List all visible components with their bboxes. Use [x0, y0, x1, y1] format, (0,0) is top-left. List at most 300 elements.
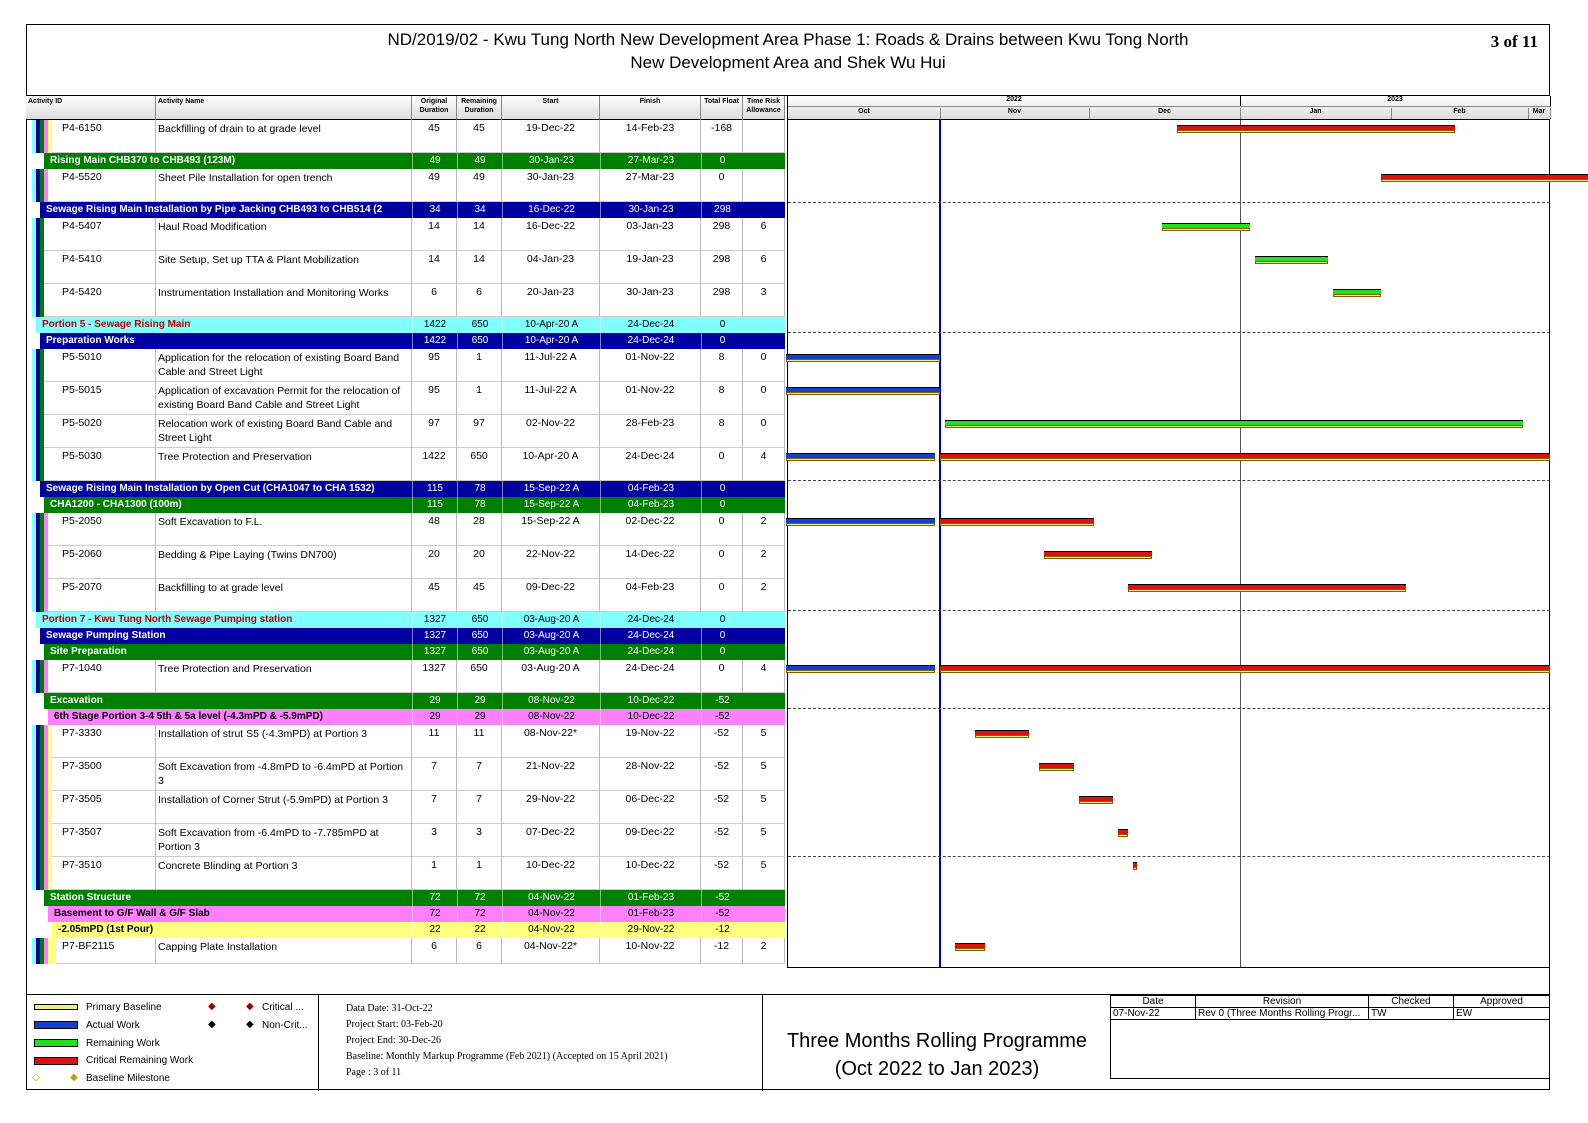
cell-od: 3: [412, 824, 457, 857]
cell-start: 03-Aug-20 A: [502, 660, 600, 693]
cell-tra: 0: [743, 382, 785, 415]
band-tf: -52: [701, 906, 743, 922]
activity-row[interactable]: [26, 725, 785, 758]
cell-tf: 0: [701, 448, 743, 481]
cell-name: Instrumentation Installation and Monitoring Works: [156, 284, 412, 317]
band-tf: 0: [701, 153, 743, 169]
band-title: Station Structure: [50, 892, 132, 903]
band-rd: 72: [457, 890, 502, 906]
cell-od: 14: [412, 251, 457, 284]
cell-name: Application of excavation Permit for the relocation of existing Board Band Cable and Street Light: [156, 382, 412, 415]
baseline-bar: [975, 735, 1030, 738]
col-total-float[interactable]: Total Float: [701, 96, 743, 120]
activity-row[interactable]: [26, 791, 785, 824]
cell-tf: 0: [701, 546, 743, 579]
cell-start: 10-Apr-20 A: [502, 448, 600, 481]
band-tf: 298: [701, 202, 743, 218]
cell-id: P5-5020: [44, 415, 156, 448]
cell-tra: 0: [743, 349, 785, 382]
month-label: Jan: [1240, 108, 1392, 119]
cell-id: P5-5015: [44, 382, 156, 415]
band-rd: 78: [457, 497, 502, 513]
activity-row[interactable]: [26, 938, 785, 964]
legend-actual-swatch: [34, 1021, 78, 1029]
band-od: 1327: [412, 644, 457, 660]
cell-start: 04-Jan-23: [502, 251, 600, 284]
baseline-bar: [1177, 130, 1455, 133]
wbs-band[interactable]: [44, 890, 785, 906]
cell-name: Relocation work of existing Board Band Cable and Street Light: [156, 415, 412, 448]
cell-id: P7-3505: [52, 791, 156, 824]
cell-od: 48: [412, 513, 457, 546]
wbs-band[interactable]: [44, 644, 785, 660]
project-start: Project Start: 03-Feb-20: [346, 1019, 443, 1030]
wbs-band[interactable]: [44, 497, 785, 513]
wbs-band[interactable]: [40, 628, 785, 644]
rev-header-approved: Approved: [1454, 996, 1550, 1008]
band-od: 72: [412, 890, 457, 906]
title-line-1: ND/2019/02 - Kwu Tung North New Development Area Phase 1: Roads & Drains between Kwu Tong North: [387, 30, 1189, 49]
year-gridline: [1240, 120, 1241, 967]
rev-header-date: Date: [1111, 996, 1196, 1008]
cell-start: 19-Dec-22: [502, 120, 600, 153]
band-rd: 650: [457, 628, 502, 644]
cell-rd: 1: [457, 349, 502, 382]
cell-tra: 2: [743, 938, 785, 964]
year-label: 2023: [1240, 96, 1551, 107]
band-finish: 24-Dec-24: [600, 644, 701, 660]
band-rd: 650: [457, 317, 502, 333]
band-rd: 29: [457, 693, 502, 709]
cell-rd: 3: [457, 824, 502, 857]
programme-line-2: (Oct 2022 to Jan 2023): [834, 1058, 1040, 1080]
cell-start: 22-Nov-22: [502, 546, 600, 579]
band-title: Sewage Rising Main Installation by Pipe Jacking CHB493 to CHB514 (2: [46, 204, 383, 215]
cell-tra: 5: [743, 791, 785, 824]
gantt-separator: [788, 480, 1550, 481]
cell-rd: 49: [457, 169, 502, 202]
cell-tra: 2: [743, 546, 785, 579]
band-finish: 04-Feb-23: [600, 497, 701, 513]
cell-rd: 11: [457, 725, 502, 758]
activity-row[interactable]: [26, 349, 785, 382]
baseline-bar: [1333, 294, 1382, 297]
cell-rd: 45: [457, 579, 502, 612]
band-tf: 0: [701, 333, 743, 349]
band-finish: 10-Dec-22: [600, 709, 701, 725]
cell-tra: 3: [743, 284, 785, 317]
cell-id: P4-5420: [44, 284, 156, 317]
legend: [26, 995, 319, 1091]
legend-remaining-swatch: [34, 1039, 78, 1047]
activity-row[interactable]: [26, 382, 785, 415]
year-label: 2022: [788, 96, 1241, 107]
cell-od: 7: [412, 791, 457, 824]
cell-start: 16-Dec-22: [502, 218, 600, 251]
band-title: Rising Main CHB370 to CHB493 (123M): [50, 155, 236, 166]
cell-rd: 1: [457, 382, 502, 415]
wbs-band[interactable]: [48, 709, 785, 725]
baseline-bar: [786, 670, 935, 673]
gantt-separator: [788, 610, 1550, 611]
cell-finish: 01-Nov-22: [600, 349, 701, 382]
activity-row[interactable]: [26, 857, 785, 890]
cell-start: 02-Nov-22: [502, 415, 600, 448]
baseline-bar: [945, 425, 1523, 428]
cell-id: P5-5010: [44, 349, 156, 382]
band-title: Site Preparation: [50, 646, 127, 657]
baseline-info: Baseline: Monthly Markup Programme (Feb 2021) (Accepted on 15 April 2021): [346, 1051, 668, 1062]
band-start: 03-Aug-20 A: [502, 628, 600, 644]
month-label: Nov: [940, 108, 1090, 119]
wbs-band[interactable]: [52, 922, 785, 938]
cell-od: 1: [412, 857, 457, 890]
band-rd: 78: [457, 481, 502, 497]
cell-od: 49: [412, 169, 457, 202]
baseline-milestone-icon: ◇: [32, 1072, 40, 1083]
band-start: 15-Sep-22 A: [502, 497, 600, 513]
activity-row[interactable]: [26, 579, 785, 612]
cell-finish: 14-Dec-22: [600, 546, 701, 579]
wbs-band[interactable]: [40, 202, 785, 218]
legend-actual: Actual Work: [86, 1020, 140, 1031]
cell-finish: 19-Jan-23: [600, 251, 701, 284]
cell-tf: -52: [701, 857, 743, 890]
band-tf: -52: [701, 890, 743, 906]
col-original-duration[interactable]: Original Duration: [412, 96, 457, 120]
baseline-bar: [940, 458, 1550, 461]
cell-id: P4-5410: [44, 251, 156, 284]
cell-tf: 8: [701, 415, 743, 448]
band-od: 115: [412, 481, 457, 497]
band-finish: 27-Mar-23: [600, 153, 701, 169]
cell-id: P4-6150: [52, 120, 156, 153]
cell-name: Application for the relocation of existing Board Band Cable and Street Light: [156, 349, 412, 382]
baseline-bar: [786, 392, 940, 395]
cell-od: 45: [412, 120, 457, 153]
cell-tra: 5: [743, 824, 785, 857]
cell-finish: 01-Nov-22: [600, 382, 701, 415]
band-finish: 24-Dec-24: [600, 612, 701, 628]
band-finish: 01-Feb-23: [600, 890, 701, 906]
baseline-bar: [1079, 801, 1113, 804]
band-tf: -12: [701, 922, 743, 938]
band-title: 6th Stage Portion 3-4 5th & 5a level (-4.3mPD & -5.9mPD): [54, 711, 323, 722]
band-start: 16-Dec-22: [502, 202, 600, 218]
cell-finish: 04-Feb-23: [600, 579, 701, 612]
band-rd: 650: [457, 612, 502, 628]
cell-tf: 298: [701, 251, 743, 284]
activity-row[interactable]: [26, 824, 785, 857]
col-activity-id[interactable]: Activity ID: [26, 96, 156, 120]
cell-rd: 20: [457, 546, 502, 579]
cell-od: 45: [412, 579, 457, 612]
baseline-bar: [1133, 867, 1137, 870]
cell-finish: 02-Dec-22: [600, 513, 701, 546]
project-end: Project End: 30-Dec-26: [346, 1035, 441, 1046]
revision-table: [1110, 995, 1550, 1079]
band-finish: 01-Feb-23: [600, 906, 701, 922]
cell-start: 10-Dec-22: [502, 857, 600, 890]
cell-finish: 27-Mar-23: [600, 169, 701, 202]
cell-tra: 6: [743, 251, 785, 284]
baseline-bar: [940, 670, 1550, 673]
legend-baseline-milestone: Baseline Milestone: [86, 1073, 170, 1084]
band-title: Sewage Pumping Station: [46, 630, 166, 641]
band-rd: 22: [457, 922, 502, 938]
col-time-risk-allowance[interactable]: Time Risk Allowance: [743, 96, 785, 120]
cell-od: 95: [412, 349, 457, 382]
cell-od: 14: [412, 218, 457, 251]
cell-finish: 24-Dec-24: [600, 448, 701, 481]
cell-rd: 28: [457, 513, 502, 546]
band-od: 1422: [412, 317, 457, 333]
cell-name: Soft Excavation to F.L.: [156, 513, 412, 546]
cell-name: Backfilling of drain to at grade level: [156, 120, 412, 153]
band-rd: 49: [457, 153, 502, 169]
activity-row[interactable]: [26, 415, 785, 448]
month-label: Feb: [1391, 108, 1529, 119]
band-start: 04-Nov-22: [502, 890, 600, 906]
rev-header-revision: Revision: [1196, 996, 1369, 1008]
baseline-bar: [786, 359, 940, 362]
cell-od: 11: [412, 725, 457, 758]
band-tf: 0: [701, 481, 743, 497]
band-finish: 29-Nov-22: [600, 922, 701, 938]
cell-name: Sheet Pile Installation for open trench: [156, 169, 412, 202]
band-tf: 0: [701, 628, 743, 644]
cell-tf: 0: [701, 513, 743, 546]
band-od: 49: [412, 153, 457, 169]
cell-id: P4-5520: [48, 169, 156, 202]
band-start: 15-Sep-22 A: [502, 481, 600, 497]
wbs-band[interactable]: [48, 906, 785, 922]
cell-tf: -52: [701, 791, 743, 824]
activity-row[interactable]: [26, 758, 785, 791]
gantt-chart: [787, 96, 1549, 968]
legend-critical-milestone: Critical ...: [262, 1002, 304, 1013]
activity-row[interactable]: [26, 120, 785, 153]
cell-start: 07-Dec-22: [502, 824, 600, 857]
cell-name: Bedding & Pipe Laying (Twins DN700): [156, 546, 412, 579]
cell-id: P5-2070: [48, 579, 156, 612]
activity-row[interactable]: [26, 169, 785, 202]
gantt-separator: [788, 856, 1550, 857]
band-title: CHA1200 - CHA1300 (100m): [50, 499, 182, 510]
baseline-bar: [1162, 228, 1250, 231]
band-od: 72: [412, 906, 457, 922]
cell-finish: 10-Dec-22: [600, 857, 701, 890]
band-od: 1327: [412, 628, 457, 644]
gantt-separator: [788, 708, 1550, 709]
band-title: Preparation Works: [46, 335, 135, 346]
band-od: 1327: [412, 612, 457, 628]
cell-od: 1327: [412, 660, 457, 693]
critical-milestone-icon: ◆: [208, 1001, 216, 1012]
cell-finish: 19-Nov-22: [600, 725, 701, 758]
noncritical-milestone-icon-2: ◆: [246, 1019, 254, 1030]
critical-milestone-icon-2: ◆: [246, 1001, 254, 1012]
cell-od: 6: [412, 938, 457, 964]
cell-start: 29-Nov-22: [502, 791, 600, 824]
cell-start: 15-Sep-22 A: [502, 513, 600, 546]
cell-id: P7-3510: [52, 857, 156, 890]
wbs-band[interactable]: [36, 317, 785, 333]
legend-critical: Critical Remaining Work: [86, 1055, 194, 1066]
cell-rd: 14: [457, 251, 502, 284]
cell-start: 04-Nov-22*: [502, 938, 600, 964]
cell-tra: [743, 169, 785, 202]
activity-row[interactable]: [26, 513, 785, 546]
wbs-band[interactable]: [40, 481, 785, 497]
title-line-2: New Development Area and Shek Wu Hui: [630, 53, 946, 72]
band-title: -2.05mPD (1st Pour): [58, 924, 154, 935]
cell-finish: 28-Nov-22: [600, 758, 701, 791]
programme-line-1: Three Months Rolling Programme: [786, 1030, 1088, 1052]
band-tf: -52: [701, 709, 743, 725]
baseline-bar: [955, 948, 985, 951]
cell-name: Tree Protection and Preservation: [156, 448, 412, 481]
programme-title: [764, 1027, 1110, 1083]
activity-table: [26, 96, 785, 968]
wbs-band[interactable]: [44, 153, 785, 169]
cell-rd: 45: [457, 120, 502, 153]
cell-finish: 10-Nov-22: [600, 938, 701, 964]
band-finish: 24-Dec-24: [600, 317, 701, 333]
cell-tra: 2: [743, 513, 785, 546]
rev-header-checked: Checked: [1369, 996, 1454, 1008]
cell-finish: 14-Feb-23: [600, 120, 701, 153]
activity-row[interactable]: [26, 448, 785, 481]
page-title: [26, 28, 1550, 74]
band-start: 30-Jan-23: [502, 153, 600, 169]
cell-finish: 06-Dec-22: [600, 791, 701, 824]
page-number: 3 of 11: [1490, 32, 1538, 51]
band-title: Basement to G/F Wall & G/F Slab: [54, 908, 210, 919]
baseline-bar: [940, 523, 1094, 526]
cell-id: P4-5407: [44, 218, 156, 251]
cell-od: 6: [412, 284, 457, 317]
cell-tra: 5: [743, 758, 785, 791]
cell-tf: -52: [701, 824, 743, 857]
cell-id: P5-2050: [48, 513, 156, 546]
rev-blank: [1111, 1020, 1550, 1079]
col-finish[interactable]: Finish: [600, 96, 701, 120]
band-od: 22: [412, 922, 457, 938]
legend-critical-swatch: [34, 1057, 78, 1065]
cell-tf: 0: [701, 660, 743, 693]
band-start: 03-Aug-20 A: [502, 644, 600, 660]
band-finish: 30-Jan-23: [600, 202, 701, 218]
activity-row[interactable]: [26, 218, 785, 251]
cell-finish: 09-Dec-22: [600, 824, 701, 857]
gantt-separator: [788, 332, 1550, 333]
band-start: 03-Aug-20 A: [502, 612, 600, 628]
rev-approved: EW: [1454, 1008, 1550, 1020]
cell-finish: 28-Feb-23: [600, 415, 701, 448]
legend-remaining: Remaining Work: [86, 1038, 160, 1049]
band-finish: 24-Dec-24: [600, 333, 701, 349]
cell-id: P5-2060: [48, 546, 156, 579]
band-tf: 0: [701, 497, 743, 513]
cell-start: 09-Dec-22: [502, 579, 600, 612]
cell-rd: 6: [457, 284, 502, 317]
col-start[interactable]: Start: [502, 96, 600, 120]
cell-tra: 0: [743, 415, 785, 448]
activity-row[interactable]: [26, 251, 785, 284]
cell-name: Backfilling to at grade level: [156, 579, 412, 612]
cell-od: 97: [412, 415, 457, 448]
cell-start: 30-Jan-23: [502, 169, 600, 202]
band-rd: 650: [457, 333, 502, 349]
cell-rd: 7: [457, 791, 502, 824]
wbs-band[interactable]: [44, 693, 785, 709]
band-start: 04-Nov-22: [502, 922, 600, 938]
band-rd: 29: [457, 709, 502, 725]
cell-tf: 8: [701, 349, 743, 382]
activity-row[interactable]: [26, 284, 785, 317]
wbs-band[interactable]: [36, 612, 785, 628]
cell-tra: [743, 120, 785, 153]
cell-id: P5-5030: [44, 448, 156, 481]
band-rd: 72: [457, 906, 502, 922]
band-od: 115: [412, 497, 457, 513]
band-start: 08-Nov-22: [502, 709, 600, 725]
page-info: Page : 3 of 11: [346, 1067, 402, 1078]
cell-rd: 1: [457, 857, 502, 890]
cell-rd: 14: [457, 218, 502, 251]
activity-row[interactable]: [26, 546, 785, 579]
col-remaining-duration[interactable]: Remaining Duration: [457, 96, 502, 120]
rev-checked: TW: [1369, 1008, 1454, 1020]
band-start: 10-Apr-20 A: [502, 317, 600, 333]
band-finish: 04-Feb-23: [600, 481, 701, 497]
data-date: Data Date: 31-Oct-22: [346, 1003, 433, 1014]
cell-rd: 650: [457, 448, 502, 481]
cell-tf: 0: [701, 169, 743, 202]
cell-tra: 6: [743, 218, 785, 251]
cell-name: Concrete Blinding at Portion 3: [156, 857, 412, 890]
wbs-band[interactable]: [40, 333, 785, 349]
cell-name: Soft Excavation from -6.4mPD to -7.785mPD at Portion 3: [156, 824, 412, 857]
cell-rd: 650: [457, 660, 502, 693]
legend-noncritical-milestone: Non-Crit...: [262, 1020, 308, 1031]
cell-od: 1422: [412, 448, 457, 481]
legend-baseline-swatch: [34, 1004, 78, 1010]
baseline-bar: [786, 523, 935, 526]
cell-od: 95: [412, 382, 457, 415]
baseline-bar: [1039, 768, 1074, 771]
band-title: Excavation: [50, 695, 103, 706]
band-title: Portion 7 - Kwu Tung North Sewage Pumping station: [42, 614, 293, 625]
col-activity-name[interactable]: Activity Name: [156, 96, 412, 120]
cell-od: 7: [412, 758, 457, 791]
activity-row[interactable]: [26, 660, 785, 693]
band-start: 10-Apr-20 A: [502, 333, 600, 349]
cell-tra: 4: [743, 448, 785, 481]
baseline-bar: [1128, 589, 1406, 592]
cell-start: 20-Jan-23: [502, 284, 600, 317]
cell-id: P7-3507: [52, 824, 156, 857]
cell-tra: 5: [743, 857, 785, 890]
band-finish: 10-Dec-22: [600, 693, 701, 709]
cell-finish: 30-Jan-23: [600, 284, 701, 317]
gantt-separator: [788, 202, 1550, 203]
band-tf: 0: [701, 317, 743, 333]
footer: [26, 994, 1550, 1091]
band-rd: 34: [457, 202, 502, 218]
cell-id: P7-BF2115: [56, 938, 156, 964]
